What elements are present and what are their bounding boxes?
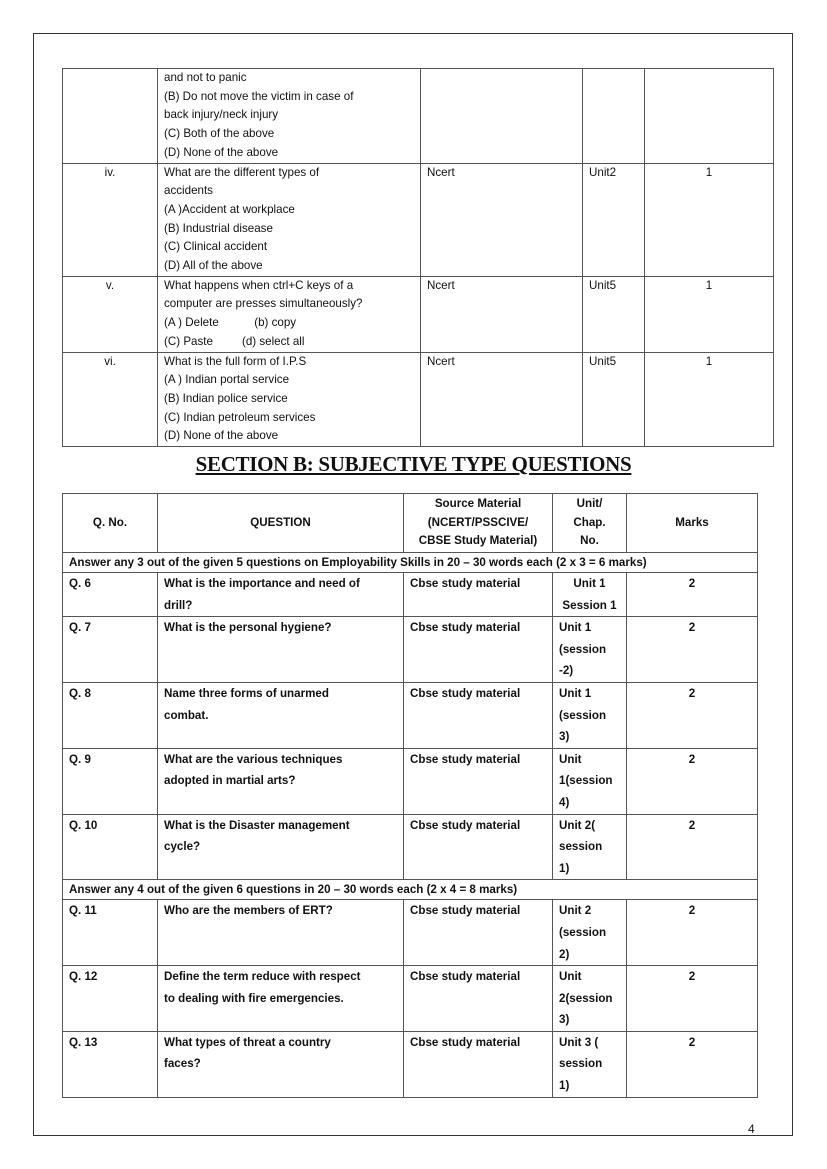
question-text [158, 900, 404, 966]
question-number: iv. [63, 163, 158, 276]
line: Session 1 [562, 598, 617, 612]
line: faces? [164, 1057, 201, 1071]
line: 1) [559, 1079, 570, 1093]
section-b-title: SECTION B: SUBJECTIVE TYPE QUESTIONS [195, 452, 632, 476]
source-material [421, 69, 583, 164]
source-material: Cbse study material [404, 814, 553, 880]
line: What are the different types of [164, 165, 320, 179]
question-text [158, 1031, 404, 1097]
source-material: Cbse study material [404, 900, 553, 966]
question-number [63, 69, 158, 164]
source-material: Cbse study material [404, 1031, 553, 1097]
question-text [158, 966, 404, 1032]
line: cycle? [164, 840, 201, 854]
marks: 2 [627, 1031, 758, 1097]
line: 1) [559, 861, 570, 875]
source-material: Ncert [421, 352, 583, 447]
question-text [158, 163, 421, 276]
source-material: Cbse study material [404, 682, 553, 748]
marks: 2 [627, 617, 758, 683]
line: (A ) Indian portal service [164, 373, 290, 387]
line: What is the full form of I.P.S [164, 354, 307, 368]
table-row [63, 814, 758, 880]
unit [553, 573, 627, 617]
line: accidents [164, 184, 213, 198]
line: (D) None of the above [164, 429, 279, 443]
line: (session [559, 708, 607, 722]
source-material: Ncert [421, 276, 583, 352]
question-text [158, 69, 421, 164]
unit [553, 1031, 627, 1097]
line: and not to panic [164, 71, 247, 84]
line: Unit [559, 970, 582, 984]
line: session [559, 840, 603, 854]
question-number: Q. 9 [63, 748, 158, 814]
question-text [158, 682, 404, 748]
marks: 1 [645, 276, 774, 352]
unit: Unit5 [583, 276, 645, 352]
line: What is the Disaster management [164, 818, 350, 832]
unit: Unit5 [583, 352, 645, 447]
line: -2) [559, 664, 574, 678]
line: (D) All of the above [164, 259, 263, 273]
line: What are the various techniques [164, 752, 343, 766]
unit [553, 900, 627, 966]
table-row [63, 573, 758, 617]
table-row [63, 352, 774, 447]
unit: Unit2 [583, 163, 645, 276]
line: Name three forms of unarmed [164, 686, 329, 700]
line: Unit 2 [559, 904, 592, 918]
line: (C) Indian petroleum services [164, 410, 316, 424]
line: computer are presses simultaneously? [164, 297, 363, 311]
line: (session [559, 925, 607, 939]
line: to dealing with fire emergencies. [164, 991, 344, 1005]
question-number: v. [63, 276, 158, 352]
instruction-text: Answer any 3 out of the given 5 questions on Employability Skills in 20 – 30 words each (2 x 3 = 6 marks) [63, 553, 758, 573]
marks: 2 [627, 814, 758, 880]
line: (session [559, 642, 607, 656]
line: Who are the members of ERT? [164, 904, 333, 918]
line: What is the importance and need of [164, 577, 360, 590]
question-number: Q. 8 [63, 682, 158, 748]
line: Unit 2( [559, 818, 596, 832]
question-text [158, 617, 404, 683]
line: Unit 1 [559, 621, 592, 635]
marks: 2 [627, 966, 758, 1032]
line: Unit [559, 752, 582, 766]
line: Unit 1 [573, 577, 606, 590]
line: session [559, 1057, 603, 1071]
question-text [158, 276, 421, 352]
line: (C) Both of the above [164, 127, 275, 141]
instruction-row [63, 553, 758, 573]
unit [553, 748, 627, 814]
line: (A )Accident at workplace [164, 202, 295, 216]
header-qno: Q. No. [63, 494, 158, 553]
unit [553, 966, 627, 1032]
unit [553, 617, 627, 683]
unit [553, 682, 627, 748]
unit [553, 814, 627, 880]
line: combat. [164, 708, 209, 722]
table-row [63, 69, 774, 164]
marks: 1 [645, 352, 774, 447]
unit [583, 69, 645, 164]
table-row [63, 900, 758, 966]
section-b-table [62, 493, 758, 1098]
line: Unit 3 ( [559, 1035, 599, 1049]
question-number: Q. 7 [63, 617, 158, 683]
line: adopted in martial arts? [164, 774, 296, 788]
line: What is the personal hygiene? [164, 621, 332, 635]
line: (C) Paste (d) select all [164, 334, 305, 348]
header-source: Source Material (NCERT/PSSCIVE/ CBSE Study Material) [404, 494, 553, 553]
line: (C) Clinical accident [164, 240, 268, 254]
line: (B) Indian police service [164, 391, 288, 405]
header-question: QUESTION [158, 494, 404, 553]
line: 1(session [559, 774, 613, 788]
question-number: Q. 6 [63, 573, 158, 617]
page-number: 4 [748, 1122, 755, 1136]
question-text [158, 814, 404, 880]
table-row [63, 682, 758, 748]
line: 3) [559, 730, 570, 744]
table-row [63, 748, 758, 814]
question-number: Q. 13 [63, 1031, 158, 1097]
table-row [63, 966, 758, 1032]
marks [645, 69, 774, 164]
line: (D) None of the above [164, 145, 279, 159]
source-material: Cbse study material [404, 966, 553, 1032]
question-text [158, 352, 421, 447]
table-row [63, 163, 774, 276]
table-row [63, 617, 758, 683]
line: What happens when ctrl+C keys of a [164, 278, 354, 292]
source-material: Cbse study material [404, 748, 553, 814]
line: (B) Do not move the victim in case of [164, 89, 354, 103]
line: 2) [559, 947, 570, 961]
marks: 2 [627, 748, 758, 814]
marks: 2 [627, 900, 758, 966]
line: 4) [559, 795, 570, 809]
question-number: Q. 11 [63, 900, 158, 966]
line: (B) Industrial disease [164, 221, 273, 235]
line: 2(session [559, 991, 613, 1005]
instruction-text: Answer any 4 out of the given 6 questions in 20 – 30 words each (2 x 4 = 8 marks) [63, 880, 758, 900]
marks: 2 [627, 573, 758, 617]
question-number: Q. 10 [63, 814, 158, 880]
line: Unit 1 [559, 686, 592, 700]
question-text [158, 748, 404, 814]
question-number: vi. [63, 352, 158, 447]
marks: 2 [627, 682, 758, 748]
line: (A ) Delete (b) copy [164, 316, 297, 330]
line: What types of threat a country [164, 1035, 331, 1049]
section-a-table [62, 68, 774, 447]
table-row [63, 1031, 758, 1097]
question-text [158, 573, 404, 617]
source-material: Cbse study material [404, 573, 553, 617]
question-number: Q. 12 [63, 966, 158, 1032]
line: back injury/neck injury [164, 108, 279, 122]
source-material: Cbse study material [404, 617, 553, 683]
line: 3) [559, 1013, 570, 1027]
marks: 1 [645, 163, 774, 276]
line: drill? [164, 598, 193, 612]
instruction-row [63, 880, 758, 900]
table-row [63, 276, 774, 352]
header-unit: Unit/ Chap. No. [553, 494, 627, 553]
source-material: Ncert [421, 163, 583, 276]
line: Define the term reduce with respect [164, 970, 361, 984]
header-row [63, 494, 758, 553]
header-marks: Marks [627, 494, 758, 553]
